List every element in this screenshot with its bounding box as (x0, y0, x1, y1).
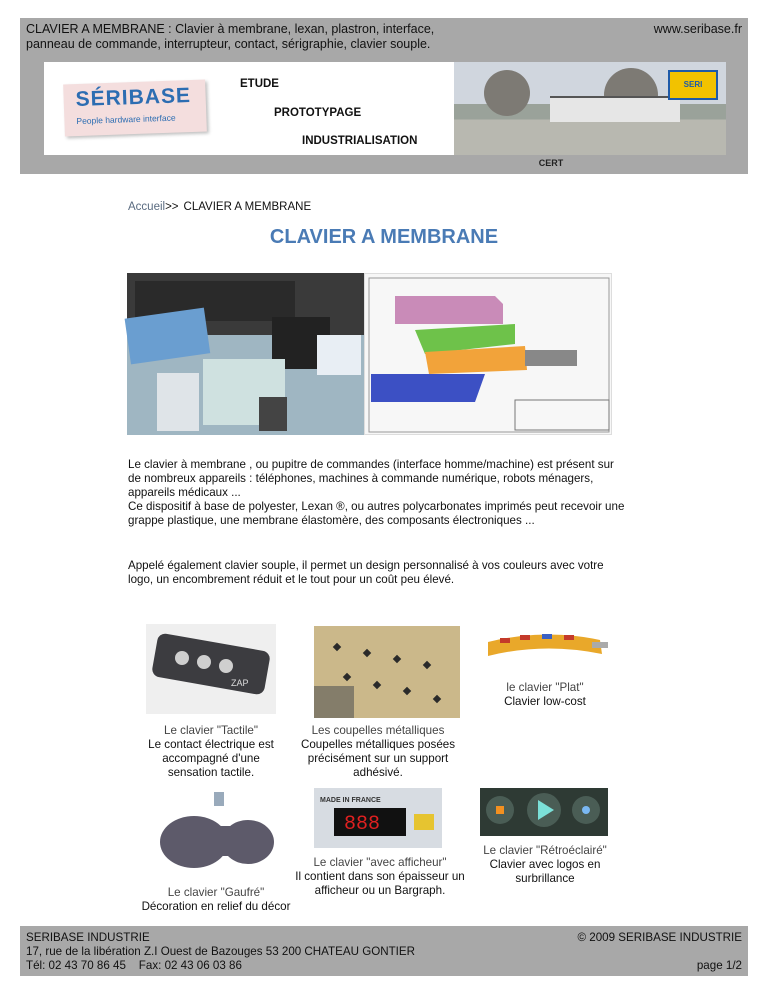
seri-sign-logo: SERI (668, 70, 718, 100)
paragraph-2: Ce dispositif à base de polyester, Lexan ®, ou autres polycarbonates imprimés peut recevoir une grappe plastique, une membrane élastomère, des composants électroniques ... (128, 500, 625, 527)
card-flat-title: le clavier "Plat" (506, 681, 584, 694)
card-display-caption (292, 856, 468, 898)
card-domes-desc: Coupelles métalliques posées précisément sur un support adhésivé. (300, 738, 456, 779)
card-embossed-desc: Décoration en relief du décor (141, 900, 291, 913)
footer-copyright: © 2009 SERIBASE INDUSTRIE (577, 931, 742, 944)
membrane-layers-diagram (365, 274, 613, 436)
intro-paragraph (128, 458, 628, 528)
logo-text: SÉRIBASE (75, 84, 192, 112)
card-flat-caption (470, 681, 620, 709)
card-backlit-caption (470, 844, 620, 886)
card-embossed-caption (126, 886, 306, 914)
paragraph-3: Appelé également clavier souple, il permet un design personnalisé à vos couleurs avec votre logo, un encombrement réduit et le tout pour un coût peu élevé. (128, 559, 604, 586)
display-label-text: MADE IN FRANCE (320, 797, 381, 804)
banner (44, 62, 726, 168)
card-flat-desc: Clavier low-cost (504, 695, 586, 708)
service-prototypage: PROTOTYPAGE (274, 107, 362, 119)
display-keyboard-image (314, 788, 442, 848)
card-backlit-desc: Clavier avec logos en surbrillance (489, 858, 601, 885)
header-description: CLAVIER A MEMBRANE : Clavier à membrane, lexan, plastron, interface, panneau de commande, interrupteur, contact, sérigraphie, clavier souple. (26, 22, 435, 51)
tactile-keyboard-image (146, 624, 276, 714)
breadcrumb (128, 201, 311, 213)
technical-diagram (364, 273, 612, 435)
metal-domes-image (314, 626, 460, 718)
building-photo (454, 62, 726, 155)
card-tactile-caption (138, 724, 284, 780)
tactile-brand-text: ZAP (231, 678, 249, 688)
display-digits-text: 888 (344, 813, 381, 836)
keyboards-photo (127, 273, 364, 435)
backlit-keyboard-image (480, 788, 608, 836)
embossed-keyboard-image (154, 790, 278, 872)
card-tactile-desc: Le contact électrique est accompagné d'une sensation tactile. (148, 738, 274, 779)
building-shape (550, 96, 680, 122)
logo-tagline: People hardware interface (76, 112, 176, 127)
card-embossed-title: Le clavier "Gaufré" (167, 886, 265, 899)
tree-image (484, 70, 530, 116)
breadcrumb-home-link[interactable]: Accueil (128, 201, 166, 213)
footer-company: SERIBASE INDUSTRIE (26, 931, 150, 944)
service-industrialisation: INDUSTRIALISATION (302, 135, 418, 147)
breadcrumb-separator: >> (165, 201, 179, 213)
card-display-title: Le clavier "avec afficheur" (313, 856, 447, 869)
service-etude: ETUDE (240, 78, 279, 90)
card-display-desc: Il contient dans son épaisseur un afficheur ou un Bargraph. (295, 870, 465, 897)
seribase-logo[interactable] (63, 80, 207, 137)
page-number: page 1/2 (696, 959, 742, 972)
card-domes-title: Les coupelles métalliques (311, 724, 445, 737)
footer-address: 17, rue de la libération Z.I Ouest de Bazouges 53 200 CHATEAU GONTIER (26, 945, 416, 958)
keyboards-illustration (127, 273, 364, 435)
paragraph-1: Le clavier à membrane , ou pupitre de commandes (interface homme/machine) est présent sur de nombreux appareils : téléphones, machines à commande numérique, robots ménagers, appareils médicaux ... (128, 458, 614, 499)
page-title: CLAVIER A MEMBRANE (269, 226, 499, 248)
card-tactile-title: Le clavier "Tactile" (164, 724, 258, 737)
header-url[interactable]: www.seribase.fr (653, 22, 742, 36)
footer-phone-fax: Tél: 02 43 70 86 45 Fax: 02 43 06 03 86 (26, 959, 242, 972)
card-domes-caption (298, 724, 458, 780)
tuv-cert-badge: CERT (528, 128, 574, 154)
footer-contact (26, 931, 415, 973)
card-backlit-title: Le clavier "Rétroéclairé" (483, 844, 607, 857)
breadcrumb-current: CLAVIER A MEMBRANE (183, 201, 312, 213)
flat-keyboard-image (480, 628, 608, 662)
